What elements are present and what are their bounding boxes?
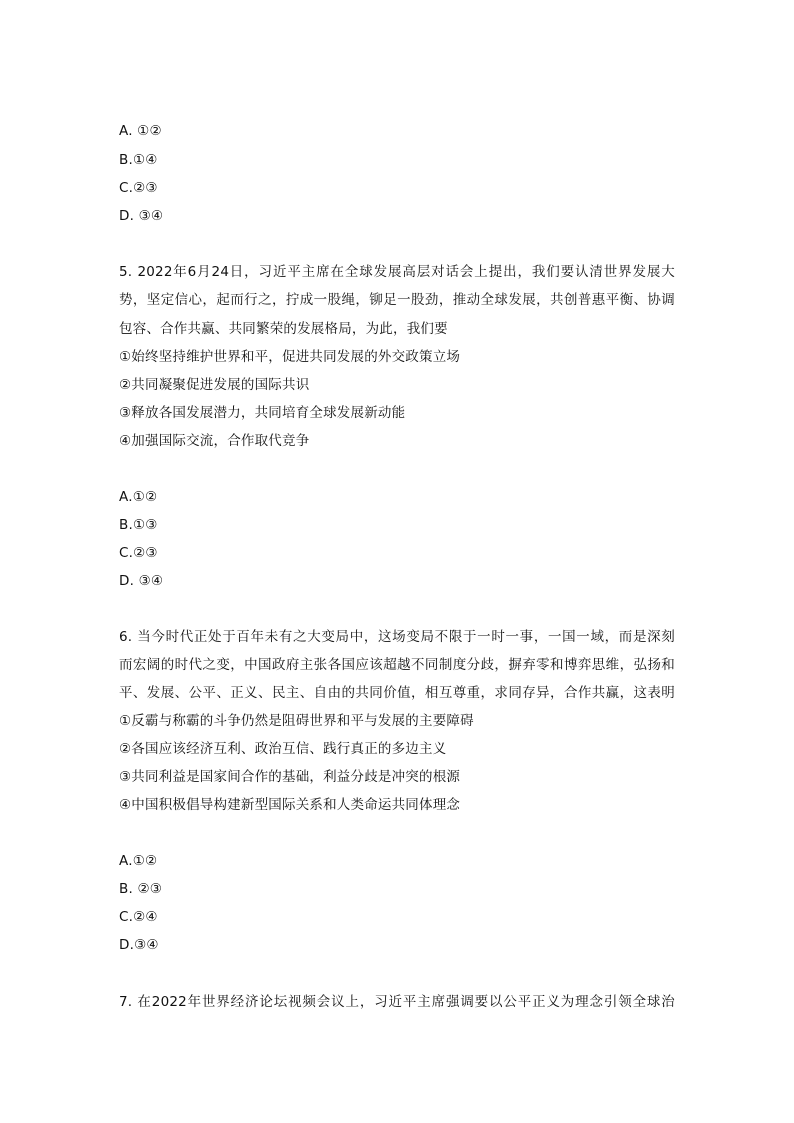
q6-stem-line-3: 平、发展、公平、正义、民主、自由的共同价值，相互尊重，求同存异，合作共赢，这表明 — [119, 685, 675, 701]
q6-option-a: A.①② — [119, 853, 158, 869]
q4-option-a: A. ①② — [119, 123, 162, 139]
q6-statement-4: ④中国积极倡导构建新型国际关系和人类命运共同体理念 — [119, 797, 461, 813]
q5-stem-line-3: 包容、合作共赢、共同繁荣的发展格局，为此，我们要 — [119, 321, 448, 337]
q6-option-b: B. ②③ — [119, 881, 163, 897]
q5-stem-line-2: 势，坚定信心，起而行之，拧成一股绳，铆足一股劲，推动全球发展，共创普惠平衡、协调 — [119, 292, 675, 308]
q5-stem-line-1: 5. 2022年6月24日，习近平主席在全球发展高层对话会上提出，我们要认清世界发展大 — [119, 264, 675, 280]
q4-option-c: C.②③ — [119, 180, 158, 196]
q5-statement-2: ②共同凝聚促进发展的国际共识 — [119, 377, 310, 393]
q5-statement-1: ①始终坚持维护世界和平，促进共同发展的外交政策立场 — [119, 349, 461, 365]
q6-option-d: D.③④ — [119, 937, 159, 953]
q4-option-b: B.①④ — [119, 152, 158, 168]
q6-statement-1: ①反霸与称霸的斗争仍然是阻碍世界和平与发展的主要障碍 — [119, 713, 474, 729]
q6-statement-2: ②各国应该经济互利、政治互信、践行真正的多边主义 — [119, 741, 447, 757]
q6-statement-3: ③共同利益是国家间合作的基础，利益分歧是冲突的根源 — [119, 769, 461, 785]
q5-statement-3: ③释放各国发展潜力，共同培育全球发展新动能 — [119, 405, 406, 421]
q5-option-c: C.②③ — [119, 545, 158, 561]
q6-option-c: C.②④ — [119, 909, 158, 925]
q7-stem-line-1: 7. 在2022年世界经济论坛视频会议上，习近平主席强调要以公平正义为理念引领全球治 — [119, 994, 675, 1010]
q5-statement-4: ④加强国际交流，合作取代竞争 — [119, 433, 310, 449]
q6-stem-line-2: 而宏阔的时代之变，中国政府主张各国应该超越不同制度分歧，摒弃零和博弈思维，弘扬和 — [119, 657, 675, 673]
q5-option-d: D. ③④ — [119, 573, 164, 589]
q5-option-a: A.①② — [119, 489, 158, 505]
q6-stem-line-1: 6. 当今时代正处于百年未有之大变局中，这场变局不限于一时一事，一国一域，而是深刻 — [119, 629, 675, 645]
q4-option-d: D. ③④ — [119, 208, 164, 224]
q5-option-b: B.①③ — [119, 517, 158, 533]
